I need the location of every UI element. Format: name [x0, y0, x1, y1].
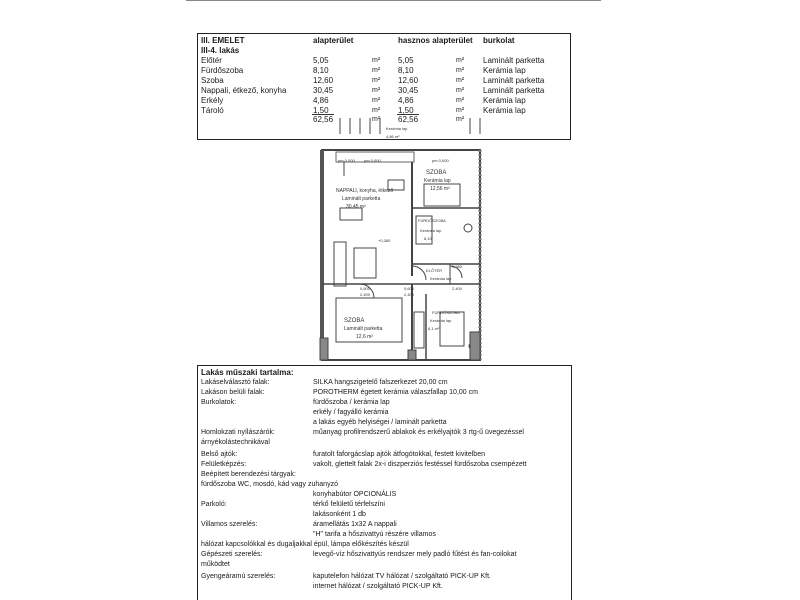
room-name: Szoba [201, 76, 224, 85]
net-area-unit: m² [456, 87, 465, 94]
specs-title: Lakás műszaki tartalma: [201, 368, 294, 377]
room-net-area: 5,05 [398, 56, 414, 65]
spec-value: áramellátás 1x32 A nappali [313, 521, 397, 528]
sofa [334, 242, 346, 286]
spec-value: levegő-víz hőszivattyús rendszer mely padló fűtést és fan-coilokat [313, 551, 517, 558]
spec-row [198, 460, 571, 470]
balcony-flooring-label: Kerámia lap [386, 126, 408, 131]
spec-value: lakásonként 1 db [313, 511, 366, 518]
spec-row [198, 438, 571, 448]
crop-mark [186, 0, 601, 5]
room-area: 5,05 [313, 56, 329, 65]
room-name: Nappali, étkező, konyha [201, 86, 287, 95]
room-net-area: 1,50 [398, 106, 414, 115]
room-flooring: Kerámia lap [483, 106, 526, 115]
room-net-area: 12,60 [398, 76, 419, 85]
level-label: pm 0,000 [432, 158, 449, 163]
room-area: 30,45 [313, 86, 334, 95]
living-room-area: 30,45 m² [346, 204, 366, 210]
spec-row [198, 550, 571, 560]
area-unit: m² [372, 77, 381, 84]
spec-row [198, 480, 571, 490]
spec-label: Gyengeáramú szerelés: [201, 573, 276, 580]
spec-row [198, 450, 571, 460]
flooring-column-header: burkolat [483, 36, 515, 45]
spec-label: Beépített berendezési tárgyak: [201, 471, 296, 478]
column [470, 332, 480, 360]
spec-row [198, 540, 571, 550]
spec-value: furatolt faforgácslap ajtók átfogótokkal, festett kivitelben [313, 451, 485, 458]
dimension-label: 2,400 [404, 292, 415, 297]
table-row [198, 86, 570, 96]
room-area: 8,10 [313, 66, 329, 75]
spec-row [198, 470, 571, 480]
spec-row [198, 572, 571, 582]
table-header-row [198, 36, 570, 46]
spec-label: Felületképzés: [201, 461, 247, 468]
spec-value: a lakás egyéb helyiségei / laminált parketta [313, 419, 447, 426]
room-flooring: Kerámia lap [483, 96, 526, 105]
spec-row [198, 510, 571, 520]
area-unit: m² [372, 97, 381, 104]
net-area-unit: m² [456, 107, 465, 114]
area-unit: m² [372, 67, 381, 74]
column [320, 338, 328, 360]
spec-label: árnyékolástechnikával [201, 439, 270, 446]
room-name: Erkély [201, 96, 224, 105]
room-net-area: 8,10 [398, 66, 414, 75]
room-flooring: Laminált parketta [483, 86, 545, 95]
bathroom-top-name: FÜRDŐSZOBA [418, 218, 446, 223]
spec-value: műanyag profilrendszerű ablakok és erkélyajtók 3 rtg-ű üvegezéssel [313, 429, 524, 436]
spec-label: Lakáselválasztó falak: [201, 379, 270, 386]
net-area-unit: m² [456, 57, 465, 64]
spec-row [198, 418, 571, 428]
spec-label: Gépészeti szerelés: [201, 551, 263, 558]
bathroom-bottom-flooring: Kerámia lap [430, 318, 452, 323]
area-column-header: alapterület [313, 36, 354, 45]
total-area: 62,56 [313, 115, 334, 124]
room-name: Tároló [201, 106, 224, 115]
net-area-unit: m² [456, 97, 465, 104]
apartment-heading-row [198, 46, 570, 56]
bathroom-bottom-area: 8,1 m² [428, 326, 440, 331]
area-unit: m² [372, 57, 381, 64]
area-unit: m² [372, 87, 381, 94]
room-name: Előtér [201, 56, 222, 65]
level-label: pm 0,000 [364, 158, 381, 163]
spec-value: vakolt, glettelt falak 2x-i diszperziós festéssel fürdőszoba csempézett [313, 461, 527, 468]
table-row [198, 66, 570, 76]
shower [414, 312, 424, 348]
spec-value: internet hálózat / szolgáltató PICK-UP Kft. [313, 583, 443, 590]
bathroom-top-area: 8,10 [424, 236, 432, 241]
spec-label: hálózat kapcsolókkal és dugaljakkal épül, lámpa előkészítés készül [201, 541, 409, 548]
spec-value: "H" tarifa a hőszivattyú részére villamos [313, 531, 436, 538]
spec-label: Burkolatok: [201, 399, 237, 406]
spec-label: Parkoló: [201, 501, 227, 508]
net-area-unit: m² [456, 77, 465, 84]
living-room-flooring: Laminált parketta [342, 196, 381, 202]
room-name: Fürdőszoba [201, 66, 244, 75]
bedroom-top-flooring: Kerámia lap [424, 178, 451, 184]
coffee-table [354, 248, 376, 278]
spec-label: működtet [201, 561, 230, 568]
bedroom-bottom-flooring: Laminált parketta [344, 326, 383, 332]
technical-specs [197, 365, 572, 600]
spec-label: Homlokzati nyílászárók: [201, 429, 275, 436]
hall-flooring: Kerámia lap [430, 276, 452, 281]
bedroom-top-area: 12,56 m² [430, 186, 450, 192]
room-area: 4,86 [313, 96, 329, 105]
spec-value: konyhabútor OPCIONÁLIS [313, 491, 397, 498]
table-row [198, 96, 570, 106]
bedroom-top-name: SZOBA [426, 170, 447, 176]
spec-row [198, 530, 571, 540]
level-label: pm 0,000 [338, 158, 355, 163]
net-area-unit: m² [456, 116, 465, 123]
floor-heading: III. EMELET [201, 36, 245, 45]
spec-row [198, 388, 571, 398]
spec-label: Lakáson belüli falak: [201, 389, 265, 396]
spec-row [198, 408, 571, 418]
spec-value: kaputelefon hálózat TV hálózat / szolgáltató PICK-UP Kft. [313, 573, 491, 580]
hall-name: ELŐTÉR [426, 268, 443, 273]
net-area-unit: m² [456, 67, 465, 74]
living-room-name: NAPPALI, konyha, étkező [336, 188, 394, 194]
apartment-heading: III-4. lakás [201, 46, 240, 55]
spec-value: erkély / fagyálló kerámia [313, 409, 389, 416]
spec-row [198, 398, 571, 408]
spec-label: fürdőszoba WC, mosdó, kád vagy zuhanyzó [201, 481, 338, 488]
dimension-label: 0,380 [452, 264, 463, 269]
room-area: 1,50 [313, 106, 329, 115]
spec-row [198, 490, 571, 500]
spec-row [198, 520, 571, 530]
spec-label: Villamos szerelés: [201, 521, 258, 528]
room-flooring: Laminált parketta [483, 76, 545, 85]
spec-value: fürdőszoba / kerámia lap [313, 399, 390, 406]
dimension-label: 0,600 [404, 286, 415, 291]
spec-value: térkő felületű térfelszíni [313, 501, 385, 508]
spec-row [198, 582, 571, 592]
dimension-label: 2,400 [452, 286, 463, 291]
spec-row [198, 428, 571, 438]
floor-plan-drawing [300, 116, 500, 366]
table-row [198, 76, 570, 86]
door-swing [412, 266, 426, 280]
room-net-area: 4,86 [398, 96, 414, 105]
bathroom-bottom-name: FÜRDŐSZOBA [432, 310, 460, 315]
net-area-column-header: hasznos alapterület [398, 36, 473, 45]
room-flooring: Laminált parketta [483, 56, 545, 65]
table-row [198, 56, 570, 66]
washbasin [464, 224, 472, 232]
area-unit: m² [372, 116, 381, 123]
spec-row [198, 560, 571, 570]
room-flooring: Kerámia lap [483, 66, 526, 75]
room-area: 12,60 [313, 76, 334, 85]
spec-row [198, 378, 571, 388]
level-label: +0,380 [378, 238, 391, 243]
spec-row [198, 500, 571, 510]
bathroom-top-flooring: Kerámia lap [420, 228, 442, 233]
column [408, 350, 416, 360]
total-net-area: 62,56 [398, 115, 419, 124]
bedroom-bottom-area: 12,6 m² [356, 334, 373, 340]
area-unit: m² [372, 107, 381, 114]
bedroom-bottom-name: SZOBA [344, 318, 365, 324]
spec-value: SILKA hangszigetelő falszerkezet 20,00 cm [313, 379, 448, 386]
dimension-label: 2,400 [360, 292, 371, 297]
floor-plan [300, 116, 500, 366]
spec-value: POROTHERM égetett kerámia válaszfallap 10,00 cm [313, 389, 478, 396]
room-net-area: 30,45 [398, 86, 419, 95]
spec-label: Belső ajtók: [201, 451, 238, 458]
balcony-area-label: 4,86 m² [386, 134, 400, 139]
dimension-label: 0,600 [360, 286, 371, 291]
